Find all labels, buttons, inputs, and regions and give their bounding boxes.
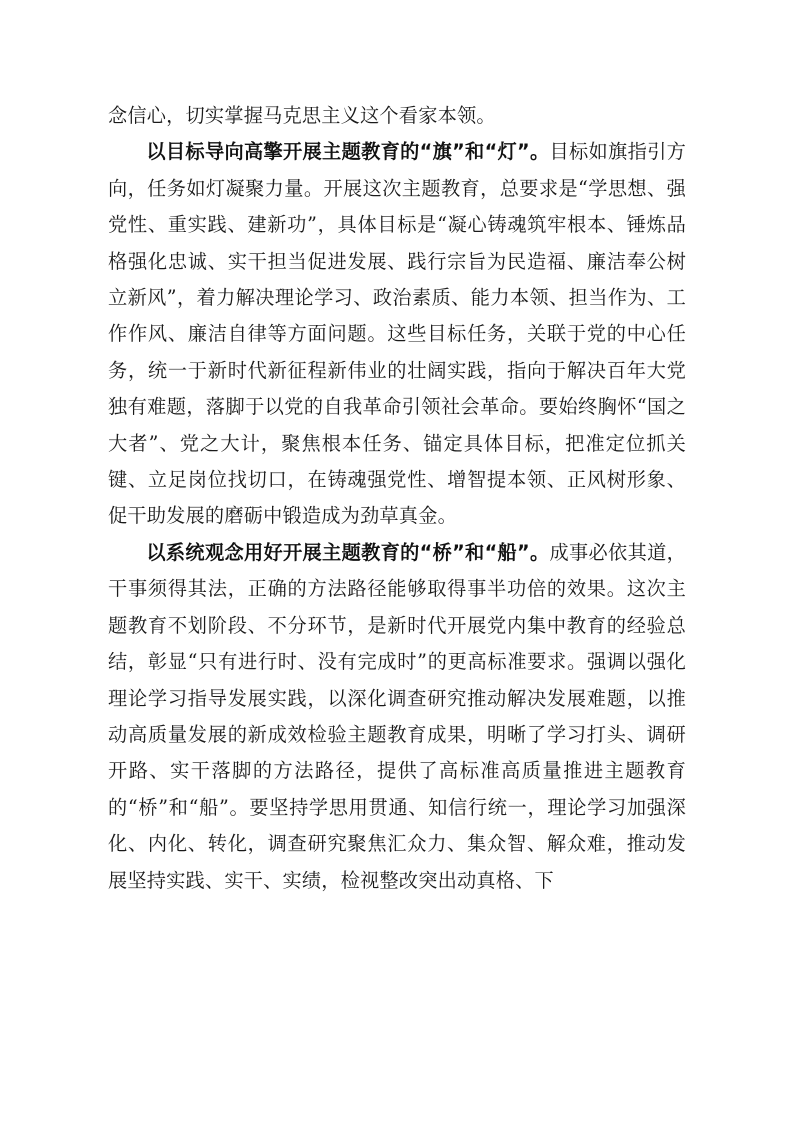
paragraph-text: 念信心，切实掌握马克思主义这个看家本领。 <box>108 104 496 127</box>
paragraph-goal-orientation <box>108 134 686 534</box>
paragraph-text: 成事必依其道，干事须得其法，正确的方法路径能够取得事半功倍的效果。这次主题教育不划阶段、不分环节，是新时代开展党内集中教育的经验总结，彰显“只有进行时、没有完成时”的更高标准要求。强调以强化理论学习指导发展实践，以深化调查研究推动解决发展难题，以推动高质量发展的新成效检验主题教育成果，明晰了学习打头、调研开路、实干落脚的方法路径，提供了高标准高质量推进主题教育的“桥”和“船”。要坚持学思用贯通、知信行统一，理论学习加强深化、内化、转化，调查研究聚焦汇众力、集众智、解众难，推动发展坚持实践、实干、实绩，检视整改突出动真格、下 <box>108 540 686 892</box>
document-body <box>108 98 686 899</box>
paragraph-continuation <box>108 98 686 134</box>
paragraph-heading: 以系统观念用好开展主题教育的“桥”和“船”。 <box>146 540 550 564</box>
paragraph-heading: 以目标导向高擎开展主题教育的“旗”和“灯”。 <box>146 140 550 164</box>
paragraph-systems-thinking <box>108 535 686 899</box>
paragraph-text: 目标如旗指引方向，任务如灯凝聚力量。开展这次主题教育，总要求是“学思想、强党性、重实践、建新功”，具体目标是“凝心铸魂筑牢根本、锤炼品格强化忠诚、实干担当促进发展、践行宗旨为民造福、廉洁奉公树立新风”，着力解决理论学习、政治素质、能力本领、担当作为、工作作风、廉洁自律等方面问题。这些目标任务，关联于党的中心任务，统一于新时代新征程新伟业的壮阔实践，指向于解决百年大党独有难题，落脚于以党的自我革命引领社会革命。要始终胸怀“国之大者”、党之大计，聚焦根本任务、锚定具体目标，把准定位抓关键、立足岗位找切口，在铸魂强党性、增智提本领、正风树形象、促干助发展的磨砺中锻造成为劲草真金。 <box>108 140 686 528</box>
